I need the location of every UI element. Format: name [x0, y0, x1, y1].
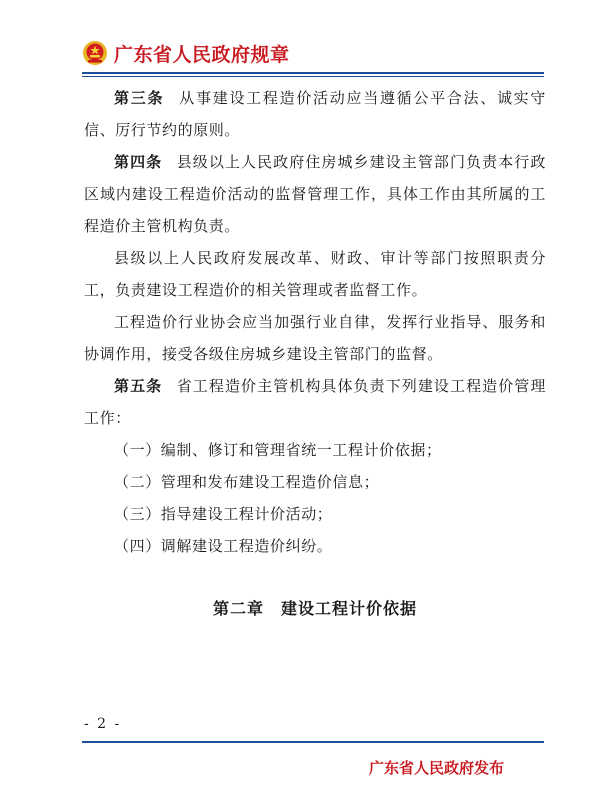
article-3-label: 第三条: [114, 89, 165, 107]
footer-rule: [82, 741, 544, 743]
document-body: [84, 82, 546, 562]
chapter-title: 第二章 建设工程计价依据: [212, 599, 417, 618]
article-4-text: 县级以上人民政府住房城乡建设主管部门负责本行政区域内建设工程造价活动的监督管理工作，具体工作由其所属的工程造价主管机构负责。: [84, 153, 546, 235]
article-4-paragraph-2: 县级以上人民政府发展改革、财政、审计等部门按照职责分工，负责建设工程造价的相关管理或者监督工作。: [84, 249, 546, 299]
article-4-label: 第四条: [114, 153, 163, 171]
header-rule-thin: [82, 76, 544, 77]
article-4-paragraph-3: 工程造价行业协会应当加强行业自律，发挥行业指导、服务和协调作用，接受各级住房城乡建设主管部门的监督。: [84, 313, 546, 363]
article-3: [84, 82, 546, 146]
article-5-label: 第五条: [114, 377, 163, 395]
article-4: [84, 146, 546, 242]
list-item: （三）指导建设工程计价活动；: [114, 505, 333, 523]
article-3-text: 从事建设工程造价活动应当遵循公平合法、诚实守信、厉行节约的原则。: [84, 89, 547, 139]
list-item: （一）编制、修订和管理省统一工程计价依据；: [114, 441, 442, 459]
footer-publisher: 广东省人民政府发布: [368, 759, 504, 777]
header-rule: [82, 72, 544, 74]
article-5-text: 省工程造价主管机构具体负责下列建设工程造价管理工作：: [84, 377, 546, 427]
header-title: 广东省人民政府规章: [114, 43, 290, 66]
national-emblem-icon: [82, 40, 108, 66]
document-header: [82, 40, 290, 66]
page-number: - 2 -: [84, 716, 122, 732]
list-item: （四）调解建设工程造价纠纷。: [114, 537, 333, 555]
article-5: [84, 370, 546, 434]
list-item: （二）管理和发布建设工程造价信息；: [114, 473, 380, 491]
